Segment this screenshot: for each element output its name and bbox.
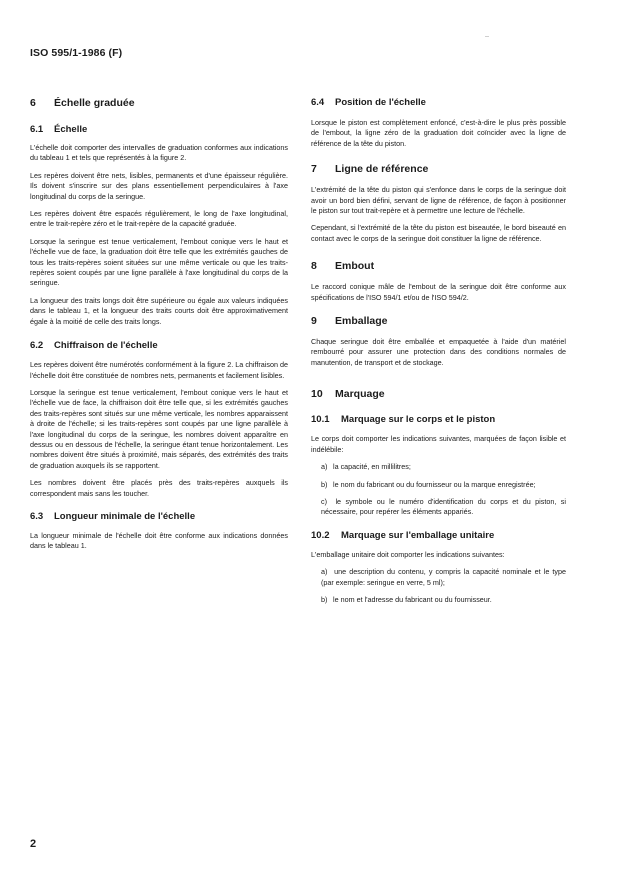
paragraph: Chaque seringue doit être emballée et empaquetée à l'aide d'un matériel rembourré pour assurer une protection dans des conditions normales de manutention, de transport et de stockage.	[311, 337, 566, 367]
list-item: a) une description du contenu, y compris la capacité nominale et le type (par exemple: seringue en verre, 5 ml);	[321, 567, 567, 587]
section-6-heading: 6 Échelle graduée	[30, 97, 135, 109]
section-10-heading: 10 Marquage	[311, 388, 385, 401]
list-item: c) le symbole ou le numéro d'identification du corps et du piston, si nécessaire, pour repérer les éléments appariés.	[321, 496, 566, 517]
paragraph: L'échelle doit comporter des intervalles de graduation conformes aux indications du tableau 1 et tels que représentés à la figure 2.	[30, 143, 288, 163]
left-column	[30, 97, 288, 552]
paragraph: Lorsque la seringue est tenue verticalement, l'embout conique vers le haut et l'échelle vue de face, la graduation doit être telle que les extrémités gauches de tous les traits-repères soient situées sur une même verticale ou que les traits-repères soient coupés par une ligne parallèle à l'axe longitudinal du corps de la seringue.	[30, 236, 288, 288]
section-6-2-heading: 6.2 Chiffraison de l'échelle	[30, 340, 158, 352]
paragraph: L'emballage unitaire doit comporter les indications suivantes:	[311, 549, 505, 559]
list-item: b) le nom du fabricant ou du fournisseur ou la marque enregistrée;	[321, 479, 536, 489]
list-item: a) la capacité, en millilitres;	[321, 462, 411, 472]
section-6-1-heading: 6.1 Échelle	[30, 124, 88, 135]
section-7-heading: 7 Ligne de référence	[311, 163, 429, 176]
paragraph: Les nombres doivent être placés près des traits-repères auxquels ils correspondent mais sans les toucher.	[30, 478, 288, 498]
paragraph: Le corps doit comporter les indications suivantes, marquées de façon lisible et indélébile:	[311, 434, 566, 454]
paragraph: Les repères doivent être nets, lisibles, permanents et d'une épaisseur régulière. Ils doivent s'inscrire sur des plans essentiellement perpendiculaires à l'axe longitudinal du corps de la seringue.	[30, 170, 288, 201]
paragraph: L'extrémité de la tête du piston qui s'enfonce dans le corps de la seringue doit avoir un bord bien défini, servant de ligne de référence, de façon à positionner le piston sur tout trait-repère et à permettre une lecture de l'échelle.	[311, 185, 566, 216]
paragraph: Lorsque le piston est complètement enfoncé, c'est-à-dire le plus près possible de l'embout, la ligne zéro de la graduation doit coïncider avec la ligne de référence de la tête du piston.	[311, 118, 566, 148]
paragraph: Cependant, si l'extrémité de la tête du piston est biseautée, le bord biseauté en contact avec le corps de la seringue doit constituer la ligne de référence.	[311, 223, 566, 243]
paragraph: Les repères doivent être espacés régulièrement, le long de l'axe longitudinal, entre le trait-repère zéro et le trait-repère de la capacité graduée.	[30, 209, 288, 229]
page-number: 2	[30, 838, 37, 850]
right-column	[311, 97, 566, 605]
paragraph: Les repères doivent être numérotés conformément à la figure 2. La chiffraison de l'échelle doit être constituée de nombres nets, permanents et facilement lisibles.	[30, 360, 288, 380]
paragraph: La longueur minimale de l'échelle doit être conforme aux indications données dans le tableau 1.	[30, 530, 288, 551]
section-9-heading: 9 Emballage	[311, 315, 388, 328]
paragraph: Le raccord conique mâle de l'embout de la seringue doit être conforme aux spécifications de l'ISO 594/1 et/ou de l'ISO 594/2.	[311, 282, 566, 302]
section-8-heading: 8 Embout	[311, 260, 375, 273]
document-id: ISO 595/1-1986 (F)	[30, 47, 123, 59]
list-item: b) le nom et l'adresse du fabricant ou du fournisseur.	[321, 594, 492, 604]
paragraph: Lorsque la seringue est tenue verticalement, l'embout conique vers le haut et l'échelle vue de face, la chiffraison doit être telle que, si les extrémités gauches des traits-repères sont situés sur une même verticale, les nombres apparaissent à droite de l'échelle; si les traits-repères sont coupés par une ligne parallèle à l'axe longitudinal du corps de la seringue, les nombres doivent apparaître en dessus ou en dessous de l'échelle, la seringue étant tenue horizontalement. Les nombres doivent être situés à proximité, mais séparés, des extrémités des traits de graduation auxquels ils se rapportent.	[30, 387, 288, 470]
paragraph: La longueur des traits longs doit être supérieure ou égale aux valeurs indiquées dans le tableau 1, et la longueur des traits courts doit être approximativement égale à la moitié de celle des traits longs.	[30, 295, 288, 326]
section-6-3-heading: 6.3 Longueur minimale de l'échelle	[30, 510, 196, 522]
section-10-1-heading: 10.1 Marquage sur le corps et le piston	[311, 414, 496, 426]
scan-mark	[485, 36, 489, 37]
section-6-4-heading: 6.4 Position de l'échelle	[311, 97, 426, 108]
section-10-2-heading: 10.2 Marquage sur l'emballage unitaire	[311, 529, 495, 541]
